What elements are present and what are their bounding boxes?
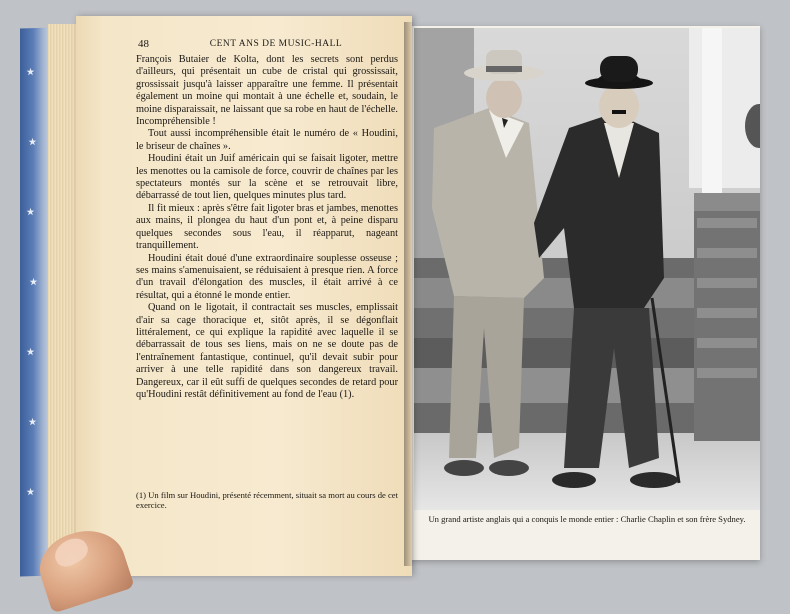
photo-caption: Un grand artiste anglais qui a conquis le monde entier : Charlie Chaplin et son frère Sydney. xyxy=(428,514,746,524)
star-icon: ★ xyxy=(26,487,35,499)
footnote: (1) Un film sur Houdini, présenté récemment, situait sa mort au cours de cet exercice. xyxy=(136,490,398,510)
left-page xyxy=(76,16,412,576)
page-number: 48 xyxy=(138,38,149,50)
paragraph: Il fit mieux : après s'être fait ligoter bras et jambes, menottes aux mains, il plongea du haut d'un pont et, à peine disparu quelques secondes sous l'eau, il réapparut, nageant tranquillement. xyxy=(136,202,398,252)
paragraph: Houdini était doué d'une extraordinaire souplesse osseuse ; ses mains s'amenuisaient, se réduisaient à presque rien. A force d'un travail d'élongation des muscles, il était arrivé à ce résultat, qui a étonné le monde entier. xyxy=(136,252,398,301)
star-icon: ★ xyxy=(26,347,35,359)
book-gutter xyxy=(404,22,414,566)
chaplin-photo xyxy=(414,28,760,510)
running-head: CENT ANS DE MUSIC-HALL xyxy=(209,39,343,49)
star-icon: ★ xyxy=(26,67,35,79)
paragraph: François Butaier de Kolta, dont les secrets sont perdus d'ailleurs, qui présentait un cube de cristal qui grossissait, grossissait jusqu'à laisser apparaître une femme. Il présentait également un moine qui montait à une échelle et, soudain, le moine disparaissait, ne laissant que sa robe en haut de l'échelle. Incompréhensible ! xyxy=(136,54,398,128)
paragraph: Tout aussi incompréhensible était le numéro de « Houdini, le briseur de chaînes ». xyxy=(136,128,398,152)
star-icon: ★ xyxy=(28,137,37,149)
paragraph: Quand on le ligotait, il contractait ses muscles, emplissait d'air sa cage thoracique et, sitôt après, il se dégonflait littéralement, ce qui explique la rapidité avec laquelle il se débarrassait de tous ses liens, mais on ne se doute pas de l'entraînement fantastique, continuel, qu'il devait subir pour arriver à une telle rapidité dans son dangereux travail. Dangereux, car il eût suffi de quelques secondes de retard pour qu'Houdini restât définitivement au fond de l'eau (1). xyxy=(136,302,398,400)
star-icon: ★ xyxy=(26,207,35,219)
paragraph: Houdini était un Juif américain qui se faisait ligoter, mettre les menottes ou la camisole de force, couvrir de chaînes par les spectateurs montés sur la scène et se retrouvait libre, débarrassé de tout lien, quelques minutes plus tard. xyxy=(136,153,398,202)
star-icon: ★ xyxy=(29,276,38,289)
body-text xyxy=(136,54,398,401)
star-icon: ★ xyxy=(28,417,37,429)
